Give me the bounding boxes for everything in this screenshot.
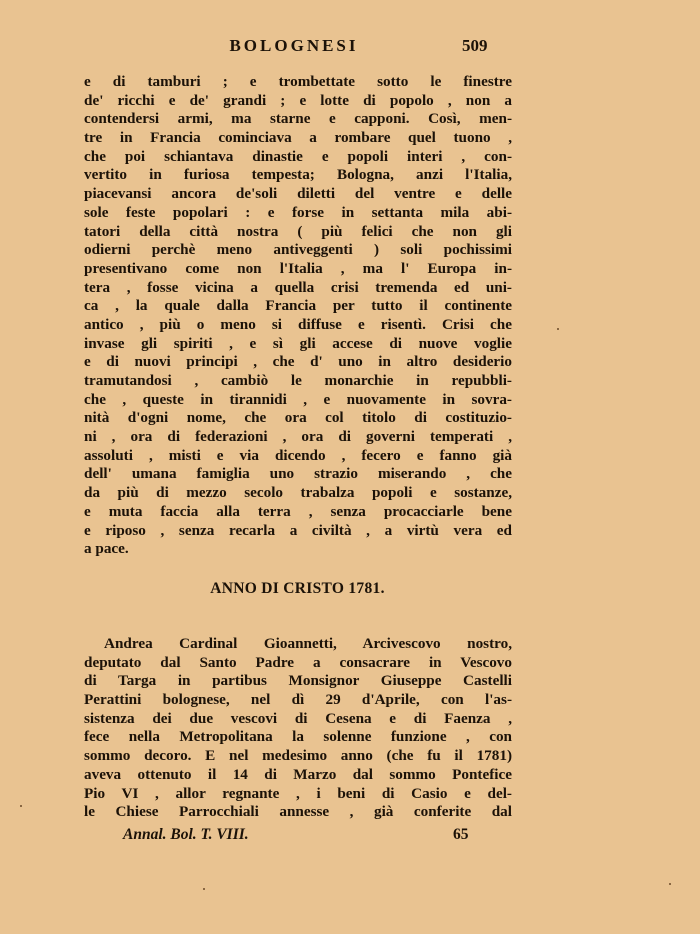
text-line: assoluti , misti e via dicendo , fecero e fanno già [84, 446, 512, 464]
text-line: a pace. [84, 540, 129, 558]
text-line: da più di mezzo secolo trabalza popoli e sostanze, [84, 484, 512, 502]
text-line: aveva ottenuto il 14 di Marzo dal sommo Pontefice [84, 765, 512, 783]
text-line: vertito in furiosa tempesta; Bologna, anzi l'Italia, [84, 166, 512, 184]
text-line: presentivano come non l'Italia , ma l' Europa in- [84, 259, 512, 277]
paragraph-2 [84, 635, 512, 822]
text-line: fece nella Metropolitana la solenne funzione , con [84, 728, 512, 746]
signature-text: Annal. Bol. T. VIII. [123, 826, 249, 843]
text-line: Andrea Cardinal Gioannetti, Arcivescovo nostro, [104, 635, 512, 652]
paper-speck [669, 883, 671, 885]
section-heading: ANNO DI CRISTO 1781. [210, 580, 385, 597]
paper-speck [20, 805, 22, 807]
text-line: tramutandosi , cambiò le monarchie in repubbli- [84, 372, 512, 389]
text-line: ca , la quale dalla Francia per tutto il continente [84, 297, 512, 315]
signature-number: 65 [453, 826, 469, 843]
text-line: ni , ora di federazioni , ora di governi temperati , [84, 428, 512, 446]
text-line: e di tamburi ; e trombettate sotto le finestre [84, 73, 512, 90]
text-line: sole feste popolari : e forse in settanta mila abi- [84, 203, 512, 221]
text-line: tre in Francia cominciava a rombare quel tuono , [84, 129, 512, 147]
text-line: antico , più o meno si diffuse e risentì. Crisi che [84, 315, 512, 333]
text-line: nità d'ogni nome, che ora col titolo di costituzio- [84, 409, 512, 427]
text-line: dell' umana famiglia uno strazio miserando , che [84, 465, 512, 483]
text-line: Perattini bolognese, nel dì 29 d'Aprile, con l'as- [84, 691, 512, 709]
text-line: de' ricchi e de' grandi ; e lotte di popolo , non a [84, 91, 512, 109]
text-line: odierni perchè meno antiveggenti ) soli pochissimi [84, 241, 512, 259]
text-line: sommo decoro. E nel medesimo anno (che fu il 1781) [84, 747, 512, 765]
paragraph-1 [84, 73, 512, 559]
text-line: di Targa in partibus Monsignor Giuseppe Castelli [84, 672, 512, 690]
page-number: 509 [462, 36, 488, 55]
text-line: le Chiese Parrocchiali annesse , già conferite dal [84, 803, 512, 821]
paper-speck [203, 888, 205, 890]
printer-signature [123, 826, 483, 844]
text-line: deputato dal Santo Padre a consacrare in Vescovo [84, 653, 512, 671]
text-line: che , queste in tirannidi , e nuovamente in sovra- [84, 390, 512, 408]
text-line: piacevansi ancora de'soli diletti del ventre e delle [84, 185, 512, 203]
text-line: e muta faccia alla terra , senza procacciarle bene [84, 502, 512, 520]
text-line: Pio VI , allor regnante , i beni di Casio e del- [84, 784, 512, 802]
text-line: e di nuovi principi , che d' uno in altro desiderio [84, 353, 512, 371]
text-line: che poi schiantava dinastie e popoli interi , con- [84, 147, 512, 165]
text-line: invase gli spiriti , e sì gli accese di nuove voglie [84, 334, 512, 352]
text-line: contendersi armi, ma starne e capponi. Così, men- [84, 110, 512, 128]
text-line: tatori della città nostra ( più felici che non gli [84, 222, 512, 240]
text-line: tera , fosse vicina a quella crisi tremenda ed uni- [84, 278, 512, 296]
text-line: e riposo , senza recarla a civiltà , a virtù vera ed [84, 521, 512, 539]
paper-speck [557, 328, 559, 330]
running-title: BOLOGNESI [229, 36, 359, 55]
text-line: sistenza dei due vescovi di Cesena e di Faenza , [84, 709, 512, 727]
